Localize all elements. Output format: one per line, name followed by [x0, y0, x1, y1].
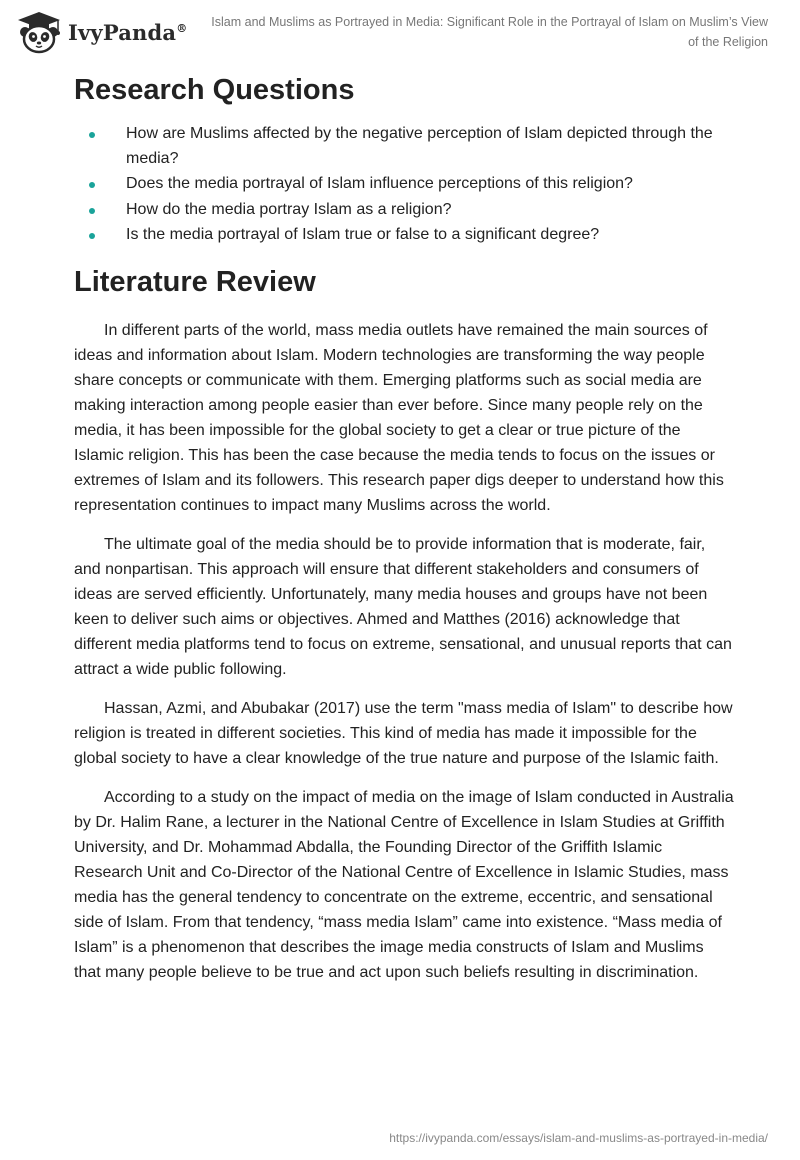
list-item	[74, 198, 734, 223]
list-item	[74, 122, 734, 171]
source-url[interactable]: https://ivypanda.com/essays/islam-and-muslims-as-portrayed-in-media/	[389, 1131, 768, 1145]
main-content	[74, 70, 734, 985]
paragraph: In different parts of the world, mass media outlets have remained the main sources of ideas and information about Islam. Modern technologies are transforming the way people share concepts or communicate with them. Emerging platforms such as social media are making interaction among people easier than ever before. Since many people rely on the media, it has been impossible for the global society to get a clear or true picture of the Islamic religion. This has been the case because the media tends to focus on the issues or extremes of Islam and its followers. This research paper digs deeper to understand how this representation continues to impact many Muslims across the world.	[74, 321, 724, 514]
bullet-icon	[89, 208, 95, 214]
paragraph: According to a study on the impact of media on the image of Islam conducted in Australia by Dr. Halim Rane, a lecturer in the National Centre of Excellence in Islam Studies at Griffith University, and Dr. Mohammad Abdalla, the Founding Director of the Griffith Islamic Research Unit and Co-Director of the National Centre of Excellence in Islamic Studies, mass media has the general tendency to concentrate on the extreme, eccentric, and sensational side of Islam. From that tendency, “mass media Islam” came into existence. “Mass media of Islam” is a phenomenon that describes the image media constructs of Islam and Muslims that many people believe to be true and act upon such beliefs resulting in discrimination.	[74, 788, 734, 981]
panda-mascot-icon	[14, 10, 64, 54]
research-questions-heading: Research Questions	[74, 74, 355, 106]
document-title: Islam and Muslims as Portrayed in Media: Significant Role in the Portrayal of Islam on Muslim’s View of the Religion	[211, 15, 768, 49]
bullet-icon	[89, 132, 95, 138]
list-item	[74, 172, 734, 197]
list-item	[74, 223, 734, 248]
literature-review-heading: Literature Review	[74, 265, 316, 298]
list-item-text: How do the media portray Islam as a religion?	[126, 200, 452, 218]
bullet-icon	[89, 233, 95, 239]
paragraph: Hassan, Azmi, and Abubakar (2017) use the term "mass media of Islam" to describe how religion is treated in different societies. This kind of media has made it impossible for the global society to have a clear knowledge of the true nature and purpose of the Islamic faith.	[74, 699, 733, 767]
logo-wordmark	[68, 20, 187, 45]
list-item-text: Does the media portrayal of Islam influence perceptions of this religion?	[126, 175, 633, 192]
logo-text: IvyPanda	[68, 19, 177, 45]
paragraph: The ultimate goal of the media should be to provide information that is moderate, fair, and nonpartisan. This approach will ensure that different stakeholders and consumers of ideas are served efficiently. Unfortunately, many media houses and groups have not been keen to deliver such aims or objectives. Ahmed and Matthes (2016) acknowledge that different media platforms tend to focus on extreme, sensational, and unusual reports that can attract a wide public following.	[74, 535, 732, 678]
list-item-text: How are Muslims affected by the negative perception of Islam depicted through the media?	[126, 125, 713, 167]
research-questions-list	[74, 122, 734, 248]
bullet-icon	[89, 182, 95, 188]
list-item-text: Is the media portrayal of Islam true or false to a significant degree?	[126, 226, 600, 243]
registered-mark: ®	[176, 21, 188, 35]
ivypanda-logo[interactable]	[14, 10, 187, 54]
page-header	[0, 0, 800, 60]
